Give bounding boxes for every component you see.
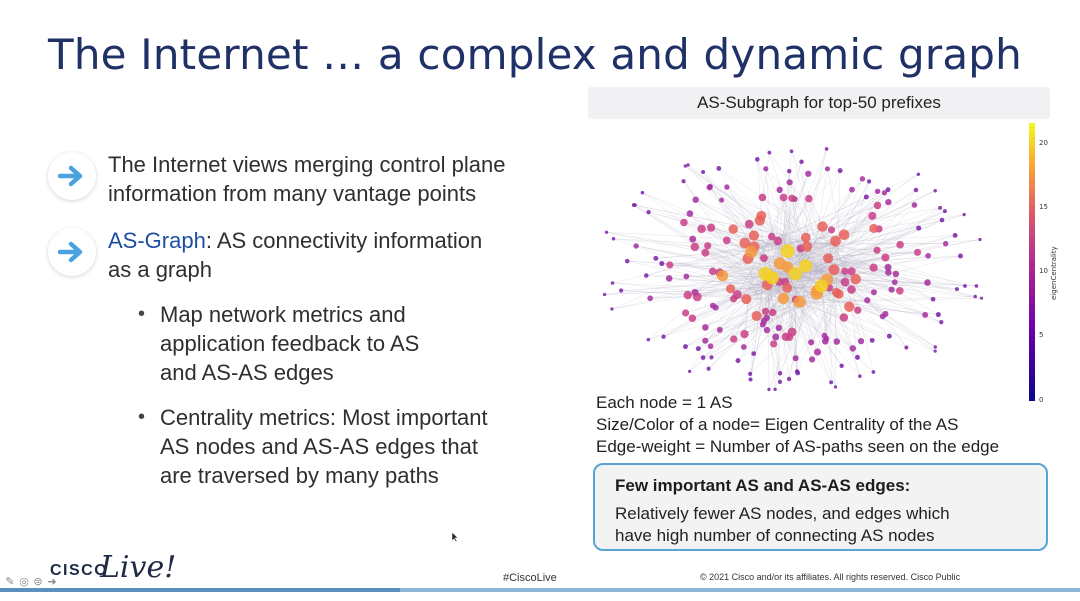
as-node: [603, 293, 606, 296]
as-node: [850, 274, 861, 285]
as-node: [839, 364, 843, 368]
as-node: [709, 267, 717, 275]
graph-header: AS-Subgraph for top-50 prefixes: [588, 87, 1050, 119]
as-node: [873, 247, 880, 254]
as-node: [702, 324, 709, 331]
as-node: [934, 350, 937, 353]
as-node: [778, 293, 789, 304]
as-node: [684, 291, 692, 299]
as-node: [825, 166, 830, 171]
graph-legend-notes: [596, 392, 999, 458]
as-node: [691, 243, 700, 252]
sub-bullet-1: [138, 300, 419, 387]
as-node: [632, 203, 636, 207]
as-node: [832, 288, 841, 297]
as-node: [612, 237, 616, 241]
as-node: [893, 271, 899, 277]
colorbar-tick: 5: [1039, 331, 1044, 339]
as-node: [805, 195, 813, 203]
as-node: [702, 338, 708, 344]
as-node: [666, 261, 673, 268]
as-node: [646, 210, 650, 214]
bullet-1-text: [108, 150, 505, 208]
graph-edge: [782, 208, 940, 235]
as-node: [611, 281, 615, 285]
graph-nodes: [603, 147, 983, 391]
as-node: [704, 242, 711, 249]
as-node: [647, 295, 653, 301]
as-node: [980, 297, 983, 300]
as-node: [758, 267, 772, 281]
as-node: [922, 312, 928, 318]
as-node: [697, 225, 705, 233]
as-node: [751, 351, 756, 356]
as-node: [724, 184, 729, 189]
as-node: [686, 163, 689, 166]
as-node: [860, 176, 865, 181]
as-node: [855, 355, 860, 360]
as-node: [822, 333, 828, 339]
as-node: [683, 344, 688, 349]
as-node: [799, 160, 804, 165]
as-node: [858, 374, 862, 378]
info-line-2: Size/Color of a node= Eigen Centrality of the AS: [596, 415, 959, 434]
arrow-right-icon: [48, 152, 96, 200]
as-node: [823, 253, 833, 263]
as-node: [764, 327, 770, 333]
as-node: [822, 338, 829, 345]
as-node: [659, 261, 664, 266]
as-node: [708, 343, 714, 349]
info-line-1: Each node = 1 AS: [596, 393, 733, 412]
as-node: [633, 243, 638, 248]
as-node: [625, 259, 630, 264]
as-node: [887, 334, 892, 339]
as-node: [787, 377, 791, 381]
bullet-1-line-2: information from many vantage points: [108, 181, 477, 206]
as-node: [854, 307, 861, 314]
bullet-2: [48, 226, 482, 284]
as-node: [701, 249, 709, 257]
as-node: [958, 254, 963, 259]
as-node: [740, 330, 748, 338]
as-node: [605, 231, 608, 234]
bullet-dot: •: [138, 303, 146, 325]
as-node: [759, 194, 767, 202]
as-node: [896, 241, 904, 249]
as-node: [955, 287, 959, 291]
as-node: [943, 241, 948, 246]
as-node: [767, 151, 771, 155]
as-node: [644, 273, 649, 278]
as-node: [849, 187, 855, 193]
slide-progress-fill: [0, 588, 400, 592]
bullet-1-line-1: The Internet views merging control plane: [108, 152, 506, 177]
as-node: [885, 264, 892, 271]
bullet-2-line-1: : AS connectivity information: [205, 228, 483, 253]
as-node: [763, 166, 768, 171]
as-node: [696, 346, 701, 351]
as-node: [763, 315, 770, 322]
as-node: [778, 380, 782, 384]
as-node: [931, 297, 936, 302]
footer-hashtag: #CiscoLive: [503, 572, 557, 584]
as-node: [844, 302, 854, 312]
as-node: [701, 355, 706, 360]
as-node: [925, 253, 931, 259]
colorbar-tick: 10: [1039, 267, 1048, 275]
as-node: [748, 372, 752, 376]
as-graph-term: AS-Graph: [108, 228, 206, 253]
zoom-icon[interactable]: ◎: [19, 576, 29, 588]
as-node: [841, 278, 850, 287]
as-node: [867, 179, 871, 183]
as-node: [801, 233, 811, 243]
as-node: [875, 189, 880, 194]
as-node: [723, 236, 731, 244]
as-node: [767, 388, 770, 391]
as-node: [834, 385, 837, 388]
as-node: [840, 313, 849, 322]
graph-edge: [830, 256, 960, 263]
as-node: [736, 358, 741, 363]
as-node: [868, 212, 876, 220]
as-node: [962, 213, 965, 216]
as-node: [778, 371, 782, 375]
as-node: [745, 246, 757, 258]
as-node: [839, 229, 850, 240]
as-node: [795, 371, 800, 376]
as-node: [726, 284, 735, 293]
as-node: [789, 267, 803, 281]
as-node: [730, 335, 737, 342]
as-node: [641, 191, 645, 195]
bullet-2-line-2: as a graph: [108, 257, 212, 282]
as-node: [864, 195, 869, 200]
colorbar-tick: 15: [1039, 203, 1048, 211]
as-node: [687, 210, 694, 217]
as-node: [850, 345, 856, 351]
as-node: [749, 378, 753, 382]
as-node: [689, 236, 696, 243]
as-node: [828, 226, 835, 233]
as-node: [682, 309, 689, 316]
as-node: [661, 335, 665, 339]
as-node: [717, 270, 728, 281]
as-node: [707, 224, 715, 232]
as-node: [834, 338, 841, 345]
as-node: [872, 370, 876, 374]
as-node: [666, 275, 673, 282]
as-node: [881, 253, 889, 261]
as-node: [683, 274, 689, 280]
sub-bullet-2-line-3: are traversed by many paths: [160, 463, 439, 488]
as-node: [805, 171, 811, 177]
as-node: [870, 338, 875, 343]
bullet-dot: •: [138, 406, 146, 428]
as-node: [825, 147, 829, 151]
as-node: [892, 279, 898, 285]
as-node: [693, 292, 702, 301]
as-node: [760, 254, 768, 262]
as-node: [978, 238, 981, 241]
sub-bullet-1-line-3: and AS-AS edges: [160, 360, 334, 385]
as-node: [716, 166, 721, 171]
as-node: [888, 287, 894, 293]
as-node: [943, 209, 947, 213]
as-node: [774, 257, 786, 269]
as-node: [808, 339, 814, 345]
info-line-3: Edge-weight = Number of AS-paths seen on the edge: [596, 437, 1000, 456]
as-node: [755, 215, 765, 225]
footer-copyright: © 2021 Cisco and/or its affiliates. All rights reserved. Cisco Public: [700, 572, 961, 582]
as-node: [793, 296, 805, 308]
as-node: [939, 320, 943, 324]
as-node: [874, 202, 882, 210]
as-node: [841, 268, 848, 275]
as-node: [912, 202, 918, 208]
colorbar-label: eigenCentrality: [1050, 246, 1058, 300]
as-node: [815, 279, 828, 292]
as-node: [973, 295, 977, 299]
arrow-right-icon: [48, 228, 96, 276]
cisco-logo: CISCO: [50, 562, 109, 579]
as-node: [885, 199, 891, 205]
as-node: [936, 312, 941, 317]
as-node: [882, 311, 888, 317]
as-node: [953, 233, 958, 238]
as-node: [830, 236, 841, 247]
sub-bullet-1-line-2: application feedback to AS: [160, 331, 420, 356]
as-node: [776, 325, 782, 331]
as-node: [847, 285, 856, 294]
as-node: [802, 241, 812, 251]
as-node: [870, 264, 878, 272]
as-node: [896, 287, 904, 295]
as-node: [772, 334, 779, 341]
as-node: [787, 169, 791, 173]
as-node: [782, 283, 792, 293]
as-node: [688, 370, 691, 373]
next-icon[interactable]: ➜: [47, 576, 57, 588]
as-node: [793, 355, 799, 361]
as-node: [864, 297, 870, 303]
as-node: [916, 226, 921, 231]
colorbar-tick: 20: [1039, 139, 1048, 147]
as-node: [914, 188, 918, 192]
as-node: [790, 149, 794, 153]
as-node: [653, 256, 658, 261]
live-logo: Live!: [100, 550, 177, 585]
as-node: [689, 315, 697, 323]
as-node: [904, 345, 908, 349]
bullet-2-text: [108, 226, 482, 284]
as-node: [707, 184, 713, 190]
callout-line-2: have high number of connecting AS nodes: [615, 526, 935, 545]
as-node: [924, 279, 931, 286]
as-node: [741, 294, 751, 304]
as-node: [788, 328, 797, 337]
as-node: [745, 220, 754, 229]
as-node: [963, 284, 967, 288]
as-node: [934, 345, 937, 348]
as-node: [752, 311, 762, 321]
as-node: [869, 224, 878, 233]
as-node: [713, 305, 719, 311]
graph-edge: [685, 166, 782, 235]
sub-bullet-2-line-1: Centrality metrics: Most important: [160, 405, 488, 430]
as-node: [780, 194, 788, 202]
as-node: [728, 224, 737, 233]
as-node: [755, 157, 760, 162]
as-node: [619, 288, 623, 292]
as-node: [934, 189, 937, 192]
as-node: [975, 284, 979, 288]
as-node: [719, 198, 724, 203]
as-node: [817, 221, 827, 231]
as-node: [788, 195, 795, 202]
as-node: [692, 197, 698, 203]
callout-box: [593, 463, 1048, 551]
sub-bullet-2-line-2: AS nodes and AS-AS edges that: [160, 434, 479, 459]
as-node: [770, 340, 777, 347]
as-node: [814, 348, 821, 355]
callout-title: Few important AS and AS-AS edges:: [615, 476, 911, 495]
as-node: [680, 219, 688, 227]
colorbar-gradient: [1029, 123, 1035, 401]
as-node: [829, 264, 840, 275]
as-node: [781, 244, 795, 258]
as-node: [838, 168, 843, 173]
sub-bullet-2: [138, 403, 488, 490]
as-node: [773, 237, 782, 246]
as-node: [749, 230, 759, 240]
mouse-cursor-icon: [451, 531, 459, 543]
as-node: [858, 338, 864, 344]
as-node: [917, 173, 920, 176]
slide-progress-bar: [0, 588, 1080, 592]
as-node: [769, 309, 776, 316]
as-node: [871, 289, 877, 295]
as-node: [741, 344, 747, 350]
as-node: [882, 190, 887, 195]
as-network-graph: [588, 122, 1008, 392]
as-node: [776, 187, 782, 193]
slide-title: The Internet … a complex and dynamic graph: [48, 30, 1022, 79]
as-node: [938, 206, 942, 210]
as-node: [940, 218, 945, 223]
as-node: [787, 179, 793, 185]
as-node: [717, 327, 723, 333]
as-node: [610, 307, 613, 310]
sub-bullet-1-line-1: Map network metrics and: [160, 302, 406, 327]
slides-icon[interactable]: ⊜: [33, 576, 43, 588]
as-node: [682, 179, 686, 183]
colorbar: [1020, 120, 1078, 405]
as-node: [709, 355, 713, 359]
as-node: [829, 380, 833, 384]
as-node: [762, 308, 769, 315]
colorbar-tick: 0: [1039, 396, 1044, 404]
as-node: [701, 170, 705, 174]
bullet-1: [48, 150, 505, 208]
as-node: [707, 367, 711, 371]
callout-line-1: Relatively fewer AS nodes, and edges which: [615, 504, 950, 523]
as-node: [647, 338, 651, 342]
pen-icon[interactable]: ✎: [5, 576, 15, 588]
as-node: [914, 249, 921, 256]
as-node: [773, 388, 776, 391]
as-node: [809, 356, 815, 362]
